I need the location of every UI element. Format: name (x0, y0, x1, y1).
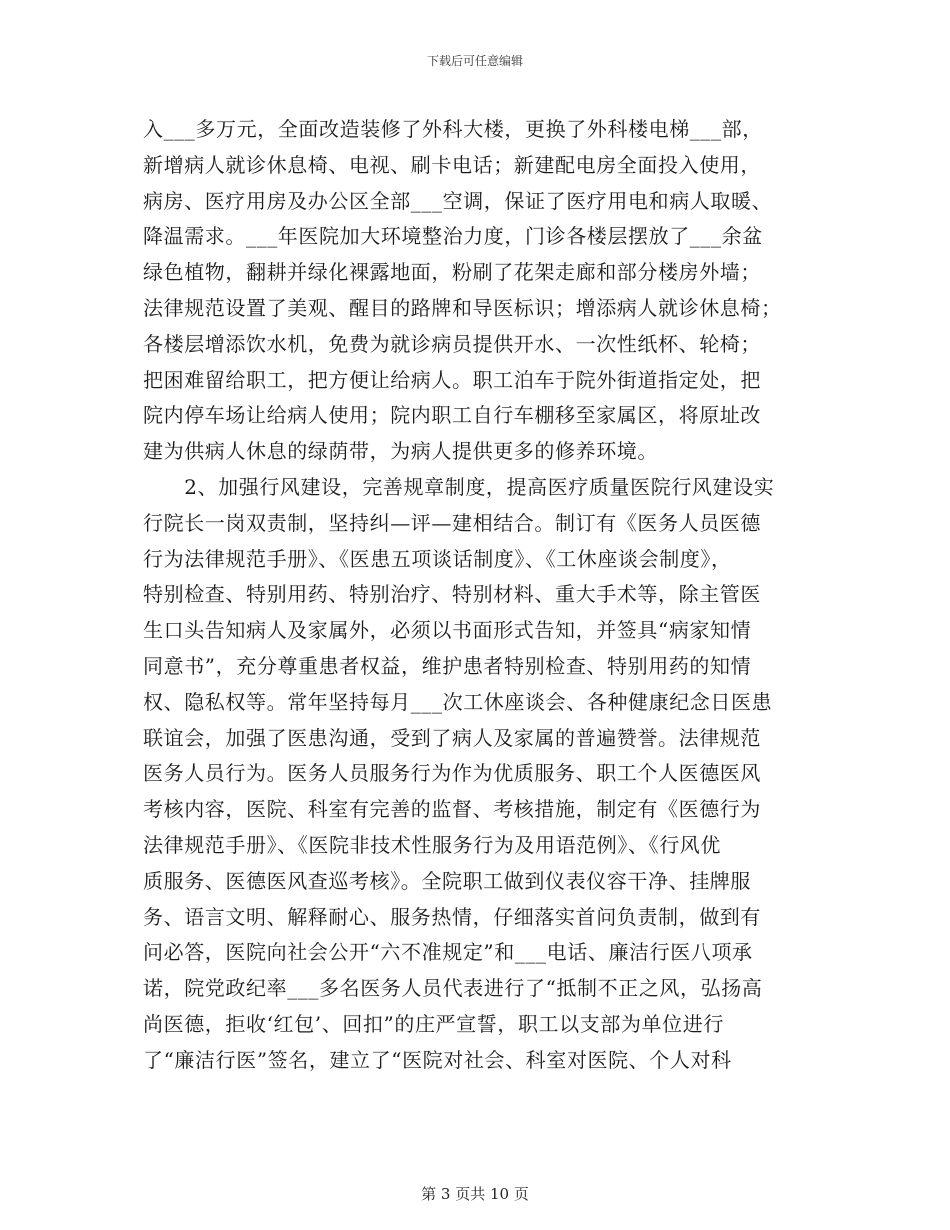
text-line: 建为供病人休息的绿荫带，为病人提供更多的修养环境。 (143, 439, 658, 464)
text-line: 问必答，医院向社会公开“六不准规定”和___电话、廉洁行医八项承 (143, 940, 753, 965)
text-line: 特别检查、特别用药、特别治疗、特别材料、重大手术等，除主管医 (143, 582, 761, 607)
text-line: 联谊会，加强了医患沟通，受到了病人及家属的普遍赞誉。法律规范 (143, 725, 761, 750)
text-line: 绿色植物，翻耕并绿化裸露地面，粉刷了花架走廊和部分楼房外墙； (143, 260, 761, 285)
text-line: 权、隐私权等。常年坚持每月___次工休座谈会、各种健康纪念日医患 (143, 689, 773, 714)
text-line: 法律规范手册》、《医院非技术性服务行为及用语范例》、《行风优 (143, 832, 721, 857)
text-line: 法律规范设置了美观、醒目的路牌和导医标识；增添病人就诊休息椅； (143, 295, 782, 320)
text-line: 医务人员行为。医务人员服务行为作为优质服务、职工个人医德医风 (143, 761, 761, 786)
text-line: 病房、医疗用房及办公区全部___空调，保证了医疗用电和病人取暖、 (143, 188, 773, 213)
page-number-footer: 第 3 页共 10 页 (421, 1185, 529, 1203)
text-line: 行院长一岗双责制，坚持纠—评—建相结合。制订有《医务人员医德 (143, 510, 761, 535)
text-line: 新增病人就诊休息椅、电视、刷卡电话；新建配电房全面投入使用， (143, 152, 761, 177)
text-line: 把困难留给职工，把方便让给病人。职工泊车于院外街道指定处，把 (143, 367, 761, 392)
text-line: 考核内容，医院、科室有完善的监督、考核措施，制定有《医德行为 (143, 797, 761, 822)
text-line: 同意书”，充分尊重患者权益，维护患者特别检查、特别用药的知情 (143, 653, 752, 678)
page-header: 下载后可任意编辑 (426, 54, 523, 68)
document-body (143, 112, 809, 1079)
text-line: 降温需求。___年医院加大环境整治力度，门诊各楼层摆放了___余盆 (143, 224, 763, 249)
text-line: 入___多万元，全面改造装修了外科大楼，更换了外科楼电梯___部， (143, 117, 763, 141)
text-line: 生口头告知病人及家属外，必须以书面形式告知，并签具“病家知情 (143, 618, 752, 643)
text-line: 尚医德，拒收‘红包’、回扣”的庄严宣誓，职工以支部为单位进行 (143, 1011, 724, 1036)
text-line: 诺，院党政纪率___多名医务人员代表进行了“抵制不正之风，弘扬高 (143, 976, 763, 1001)
text-line: 院内停车场让给病人使用；院内职工自行车棚移至家属区，将原址改 (143, 403, 761, 428)
text-line: 各楼层增添饮水机，免费为就诊病员提供开水、一次性纸杯、轮椅； (143, 331, 761, 356)
text-line: 务、语言文明、解释耐心、服务热情，仔细落实首问负责制，做到有 (143, 904, 761, 929)
text-line: 质服务、医德医风查巡考核》。全院职工做到仪表仪容干净、挂牌服 (143, 868, 751, 893)
text-line: 行为法律规范手册》、《医患五项谈话制度》、《工休座谈会制度》， (143, 546, 732, 571)
text-line: 了“廉洁行医”签名，建立了“医院对社会、科室对医院、个人对科 (143, 1047, 732, 1072)
text-line: 2、加强行风建设，完善规章制度，提高医疗质量医院行风建设实 (143, 474, 775, 499)
